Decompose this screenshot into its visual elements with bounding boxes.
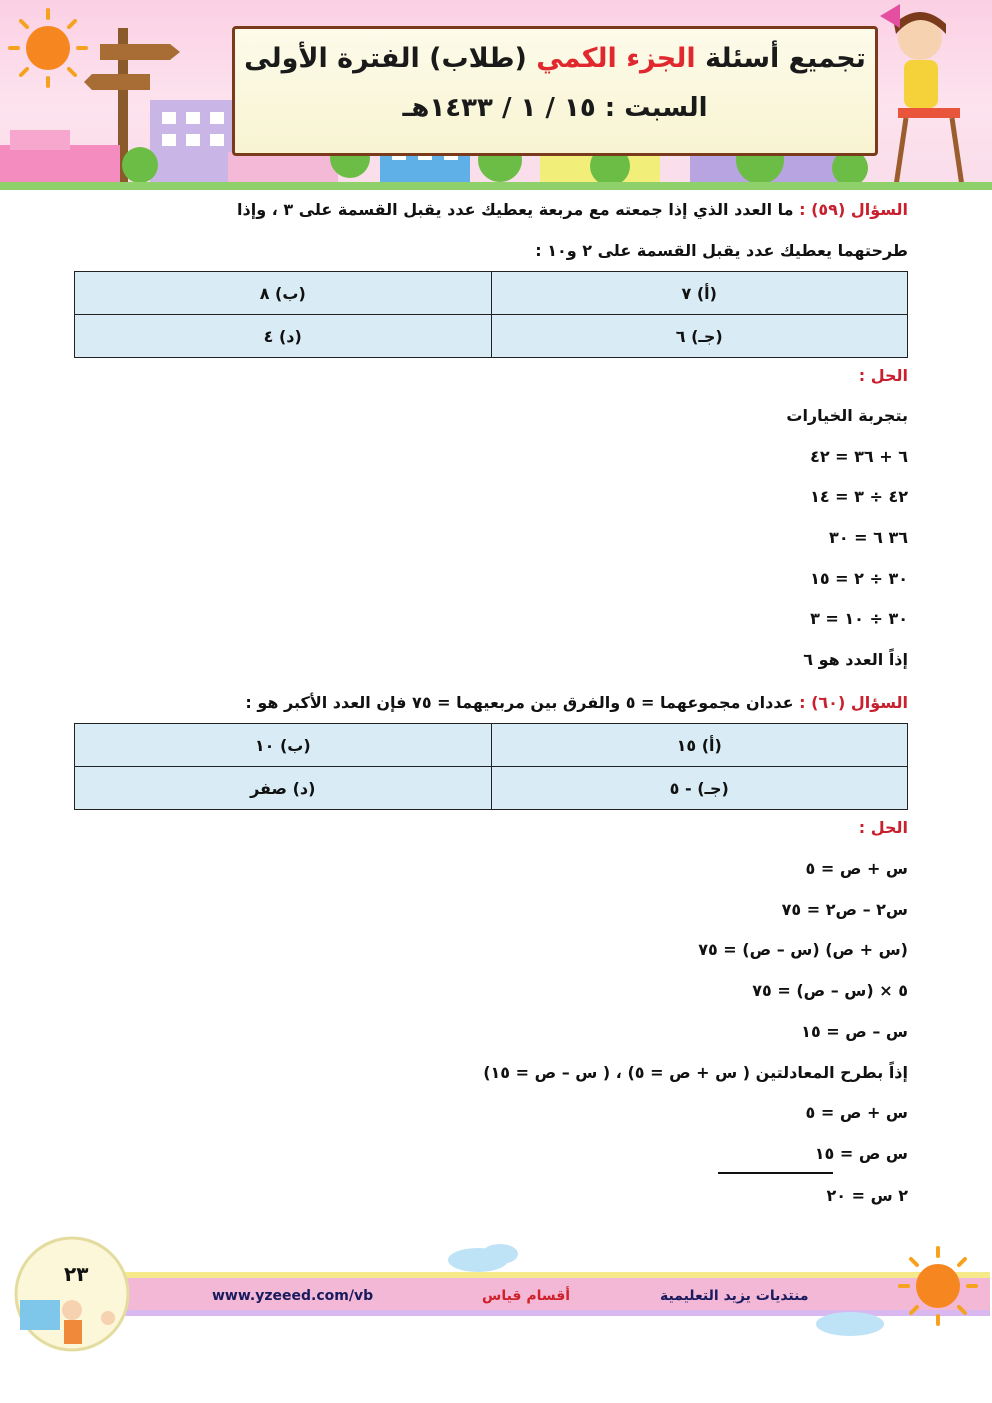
date-line: السبت : ١٥ / ١ / ١٤٣٣هـ [402,93,708,123]
q59-solution-label: الحل : [858,366,908,385]
q60-option-d: (د) صفر [75,767,492,810]
q59-option-c: (جـ) ٦ [491,315,908,358]
q59-text-1: ما العدد الذي إذا جمعته مع مربعة يعطيك عدد يقبل القسمة على ٣ ، وإذا [237,200,794,219]
footer-url[interactable]: www.yzeeed.com/vb [212,1288,374,1304]
footer [0,1232,992,1352]
title-suffix: (طلاب) الفترة الأولى [244,43,527,74]
title-board [232,26,878,156]
page-number: ٢٣ [64,1262,89,1286]
girl-illustration [880,4,962,186]
q60-option-a: (أ) ١٥ [491,724,908,767]
q60-step: س – ص = ١٥ [801,1022,908,1041]
q59-step: ٦ + ٣٦ = ٤٢ [810,447,908,466]
q60-option-c: (جـ) - ٥ [491,767,908,810]
q60-options-table [74,723,908,810]
footer-section: أقسام قياس [482,1288,571,1304]
q60-option-b: (ب) ١٠ [75,724,492,767]
q59-option-a: (أ) ٧ [491,272,908,315]
q60-step: س ص = ١٥ [814,1144,908,1163]
page-title [235,43,875,74]
q59-options-table [74,271,908,358]
q60-step: س + ص = ٥ [805,1103,908,1122]
q59-text-2: طرحتهما يعطيك عدد يقبل القسمة على ٢ و١٠ : [535,241,908,260]
header-banner [0,0,992,190]
q60-step: (س + ص) (س – ص) = ٧٥ [698,940,908,959]
q60-solution-label: الحل : [858,818,908,837]
q59-step: ٣٦ ٦ = ٣٠ [829,528,908,547]
q59-option-d: (د) ٤ [75,315,492,358]
sum-divider [718,1172,833,1174]
footer-forum-name: منتديات يزيد التعليمية [660,1288,809,1304]
title-highlight: الجزء الكمي [536,43,696,74]
q59-step: بتجربة الخيارات [786,406,908,425]
q60-result: ٢ س = ٢٠ [826,1186,908,1205]
q60-step: إذاً بطرح المعادلتين ( س + ص = ٥) ، ( س – ص = ١٥) [483,1063,908,1082]
sun-icon [10,10,86,86]
q60-line [245,693,908,712]
q60-step: س٢ – ص٢ = ٧٥ [781,900,908,919]
q59-step: ٤٢ ÷ ٣ = ١٤ [810,487,908,506]
q59-conclusion: إذاً العدد هو ٦ [803,650,908,669]
q60-text: عددان مجموعهما = ٥ والفرق بين مربعيهما = ٧٥ فإن العدد الأكبر هو : [245,693,794,712]
q59-label: السؤال (٥٩) : [799,200,908,219]
q60-step: س + ص = ٥ [805,859,908,878]
q60-step: ٥ × (س – ص) = ٧٥ [752,981,908,1000]
q59-option-b: (ب) ٨ [75,272,492,315]
title-prefix: تجميع أسئلة [705,43,866,74]
q59-step: ٣٠ ÷ ١٠ = ٣ [810,609,908,628]
q59-step: ٣٠ ÷ ٢ = ١٥ [810,569,908,588]
q60-label: السؤال (٦٠) : [799,693,908,712]
q59-line-1 [237,200,908,219]
